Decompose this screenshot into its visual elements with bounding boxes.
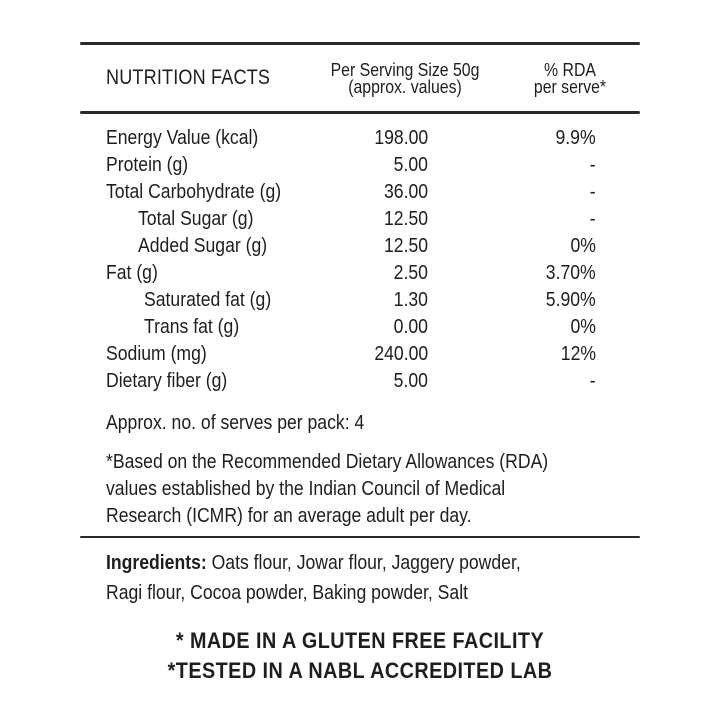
- nutrient-row: [106, 260, 606, 287]
- rda-header-line1: % RDA: [544, 60, 596, 80]
- nutrient-row: [106, 368, 606, 395]
- nutrient-value: 0.00: [393, 316, 428, 338]
- nutrient-value: 5.00: [393, 370, 428, 392]
- nutrient-value: 1.30: [393, 289, 428, 311]
- nutrient-table: [106, 125, 606, 395]
- nutrient-label: Dietary fiber (g): [106, 370, 228, 392]
- nutrient-rda: 9.9%: [555, 127, 596, 149]
- nutrient-rda: -: [590, 208, 596, 230]
- top-rule: [80, 42, 640, 45]
- ingredients-rule: [80, 536, 640, 538]
- rda-header-line2: per serve*: [533, 77, 607, 97]
- nutrient-row: [106, 206, 606, 233]
- nabl-lab-notice: *TESTED IN A NABL ACCREDITED LAB: [167, 658, 553, 683]
- nutrient-value: 198.00: [374, 127, 428, 149]
- rda-header: [508, 62, 631, 96]
- rda-footnote: [106, 449, 548, 530]
- rda-footnote-line: values established by the Indian Council of Medical: [106, 478, 506, 500]
- nutrient-value: 12.50: [383, 235, 428, 257]
- nutrient-value: 5.00: [393, 154, 428, 176]
- nutrient-label: Added Sugar (g): [138, 235, 268, 257]
- nutrient-rda: -: [590, 370, 596, 392]
- nutrient-label: Saturated fat (g): [144, 289, 272, 311]
- gluten-free-notice: * MADE IN A GLUTEN FREE FACILITY: [175, 628, 545, 653]
- nutrient-label: Fat (g): [106, 262, 158, 284]
- nutrient-row: [106, 233, 606, 260]
- nutrient-label: Energy Value (kcal): [106, 127, 259, 149]
- serving-size-line2: (approx. values): [348, 77, 462, 97]
- nutrient-value: 36.00: [383, 181, 428, 203]
- nutrient-row: [106, 179, 606, 206]
- ingredients-text-line2: Ragi flour, Cocoa powder, Baking powder, Salt: [106, 582, 468, 604]
- serves-per-pack: Approx. no. of serves per pack: 4: [106, 412, 365, 434]
- nutrient-label: Trans fat (g): [144, 316, 240, 338]
- nutrient-rda: 0%: [570, 316, 596, 338]
- nutrient-label: Total Sugar (g): [138, 208, 254, 230]
- rda-footnote-line: *Based on the Recommended Dietary Allowances (RDA): [106, 451, 549, 473]
- nutrient-rda: 12%: [560, 343, 596, 365]
- nutrient-rda: 3.70%: [546, 262, 596, 284]
- nutrient-row: [106, 314, 606, 341]
- ingredients-block: [106, 548, 521, 608]
- serving-size-header: [313, 62, 498, 96]
- serving-size-line1: Per Serving Size 50g: [330, 60, 480, 80]
- nutrient-row: [106, 287, 606, 314]
- nutrient-rda: -: [590, 154, 596, 176]
- nutrient-value: 12.50: [383, 208, 428, 230]
- nutrient-label: Total Carbohydrate (g): [106, 181, 282, 203]
- nutrient-value: 240.00: [374, 343, 428, 365]
- nutrient-row: [106, 341, 606, 368]
- nutrient-rda: 5.90%: [546, 289, 596, 311]
- nutrient-rda: -: [590, 181, 596, 203]
- nutrition-facts-title: NUTRITION FACTS: [106, 66, 271, 89]
- ingredients-label: Ingredients:: [106, 552, 207, 574]
- nutrient-rda: 0%: [570, 235, 596, 257]
- nutrient-value: 2.50: [393, 262, 428, 284]
- rda-footnote-line: Research (ICMR) for an average adult per day.: [106, 505, 472, 527]
- nutrient-row: [106, 125, 606, 152]
- nutrient-label: Sodium (mg): [106, 343, 207, 365]
- header-rule: [80, 111, 640, 114]
- nutrient-label: Protein (g): [106, 154, 189, 176]
- nutrient-row: [106, 152, 606, 179]
- ingredients-text-line1: Oats flour, Jowar flour, Jaggery powder,: [206, 552, 521, 574]
